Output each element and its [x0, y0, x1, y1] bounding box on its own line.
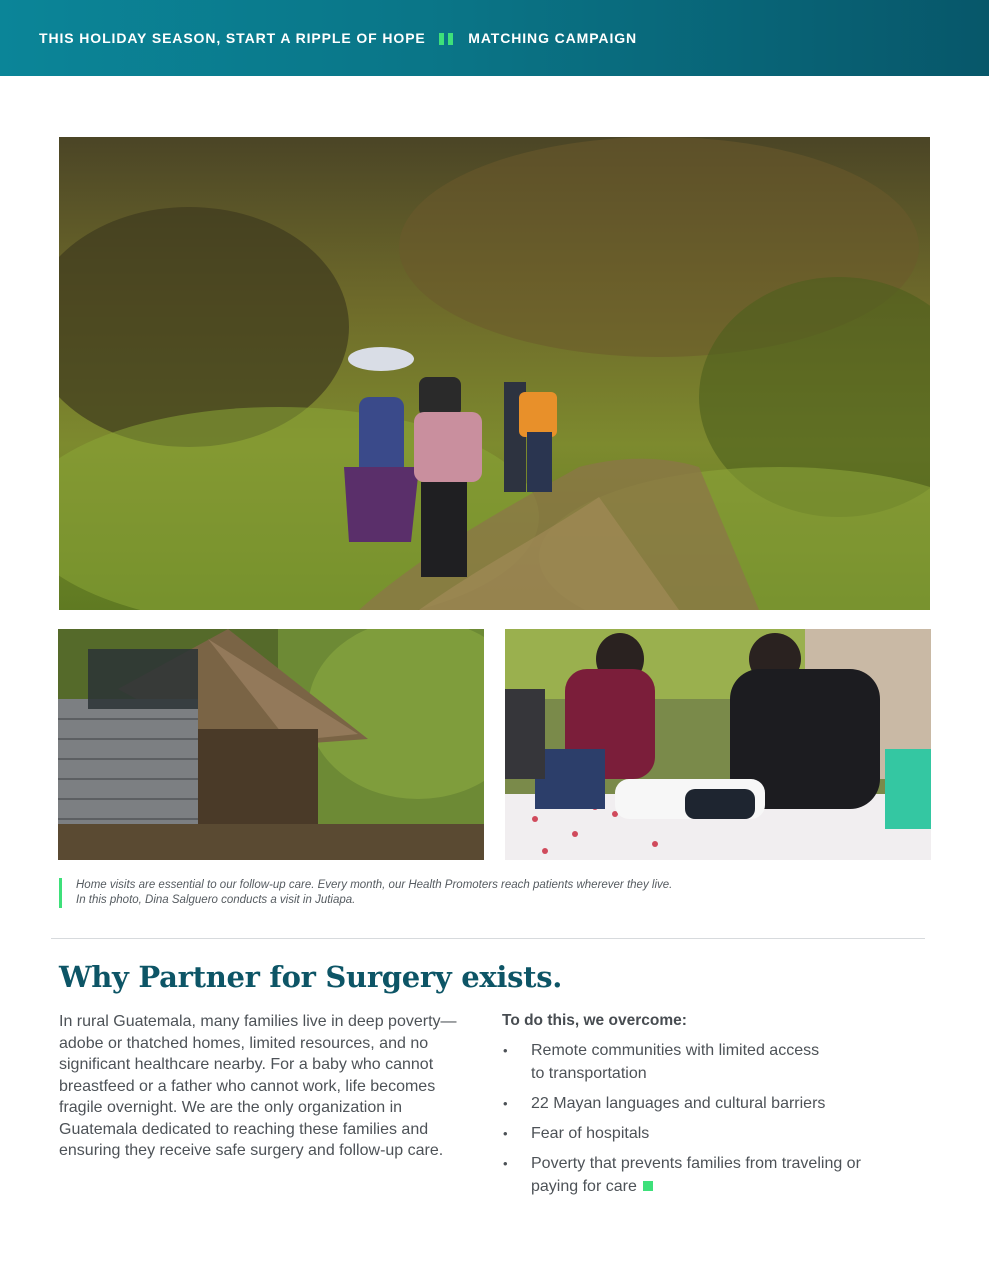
list-item-line [531, 1175, 902, 1198]
body-line: breastfeed or a father who cannot work, life becomes [59, 1077, 436, 1095]
list-item-line: to transportation [531, 1065, 647, 1082]
banner-left-text: THIS HOLIDAY SEASON, START A RIPPLE OF HOPE [39, 30, 426, 46]
body-line: ensuring they receive safe surgery and follow-up care. [59, 1142, 444, 1159]
banner-right-text: MATCHING CAMPAIGN [468, 30, 638, 46]
list-item-line: Poverty that prevents families from traveling or [531, 1155, 861, 1172]
challenges-list-section [502, 1012, 902, 1205]
bullet-icon: • [503, 1126, 508, 1141]
list-item-line: Remote communities with limited access [531, 1042, 820, 1059]
list-item [502, 1092, 902, 1115]
end-mark-icon [643, 1181, 653, 1191]
home-visit-photo [505, 629, 931, 860]
list-item-line: 22 Mayan languages and cultural barriers [531, 1095, 826, 1112]
list-item [502, 1039, 902, 1085]
body-line: In rural Guatemala, many families live in deep poverty— [59, 1013, 457, 1030]
body-line: Guatemala dedicated to reaching these families and [59, 1120, 429, 1138]
banner-separator-icon [439, 33, 453, 45]
hut-photo [58, 629, 484, 860]
body-paragraph [59, 1011, 477, 1162]
caption-line-1: Home visits are essential to our follow-up care. Every month, our Health Promoters reach patients wherever they live. [76, 879, 673, 891]
body-line: adobe or thatched homes, limited resources, and no [59, 1034, 429, 1052]
bullet-icon: • [503, 1043, 508, 1058]
body-line: significant healthcare nearby. For a baby who cannot [59, 1056, 434, 1073]
bullet-icon: • [503, 1096, 508, 1111]
section-divider [51, 938, 925, 939]
banner-text [39, 30, 637, 46]
list-item [502, 1152, 902, 1198]
list-item-line: Fear of hospitals [531, 1125, 650, 1142]
body-line: fragile overnight. We are the only organization in [59, 1099, 403, 1116]
header-banner [0, 0, 989, 76]
caption-line-2: In this photo, Dina Salguero conducts a visit in Jutiapa. [76, 894, 356, 906]
section-title: Why Partner for Surgery exists. [59, 960, 563, 994]
challenges-list [502, 1039, 902, 1198]
list-item-line-text: paying for care [531, 1178, 637, 1195]
photo-caption [59, 878, 899, 908]
bullet-icon: • [503, 1156, 508, 1171]
trail-photo [59, 137, 930, 610]
list-item [502, 1122, 902, 1145]
list-title: To do this, we overcome: [502, 1012, 687, 1029]
